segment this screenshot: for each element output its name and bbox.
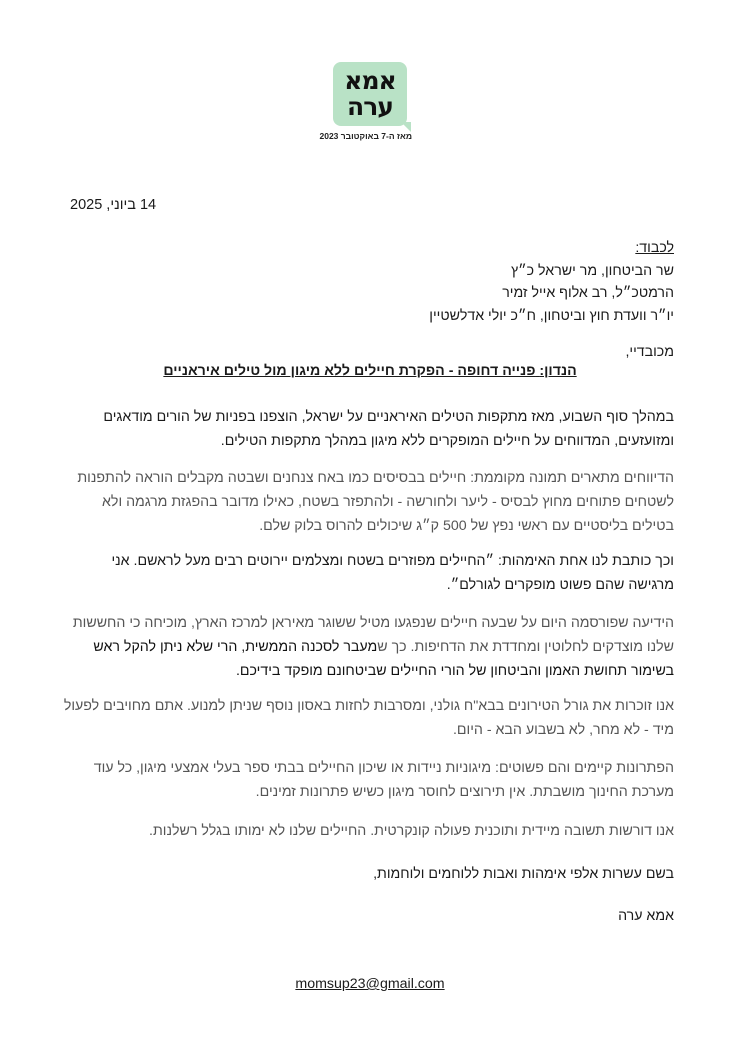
addressee-title: לכבוד: [635, 240, 674, 256]
paragraph-2: הדיווחים מתארים תמונה מקוממת: חיילים בבסיסים כמו באח צנחנים ושבטה מקבלים הוראה להתפנות לשטחים פתוחים מחוץ לבסיס - ליער ולחורשה - ולהתפזר בשטח, כאילו מדובר בהפגזת מרגמה ולא בטילים בליסטיים עם ראשי נפץ של 500 ק״ג שיכולים להרוס בלוק שלם. [77, 470, 674, 534]
recipient-chief-of-staff: הרמטכ״ל, רב אלוף אייל זמיר [502, 285, 674, 301]
paragraph-4 [62, 611, 674, 683]
closing-line: בשם עשרות אלפי אימהות ואבות ללוחמים ולוחמות, [373, 866, 674, 882]
paragraph-5: אנו זוכרות את גורל הטירונים בבא"ח גולני, ומסרבות לחזות באסון נוסף שניתן למנוע. אתם מחויבים לפעול מיד - לא מחר, לא בשבוע הבא - היום. [63, 698, 674, 738]
paragraph-7: אנו דורשות תשובה מיידית ותוכנית פעולה קונקרטית. החיילים שלנו לא ימותו בגלל רשלנות. [149, 823, 674, 839]
subject-text: פנייה דחופה - הפקרת חיילים ללא מיגון מול טילים איראניים [163, 363, 536, 379]
logo-tagline: מאז ה-7 באוקטובר 2023 [319, 131, 412, 141]
addressee-block [64, 237, 674, 327]
paragraph-4-part-1: הידיעה שפורסמה היום על שבעה חיילים שנפגעו מטיל ששוגר מאיראן למרכז הארץ, מוכיחה כי החששות שלנו מוצדקים לחלוטין ומחדדת את הדחיפות. כך ש [72, 615, 674, 655]
paragraph-1: במהלך סוף השבוע, מאז מתקפות הטילים האיראניים על ישראל, הוצפנו בפניות של הורים מודאגים ומזועזעים, המדווחים על חיילים המופקרים ללא מיגון במהלך מתקפות הטילים. [103, 409, 674, 449]
recipient-committee-chair: יו״ר וועדת חוץ וביטחון, ח״כ יולי אדלשטיין [429, 307, 674, 324]
logo [333, 62, 407, 126]
letter-date: 14 ביוני, 2025 [70, 197, 157, 213]
greeting: מכובדיי, [625, 344, 674, 360]
logo-line-2: ערה [347, 92, 393, 121]
recipient-defense-minister: שר הביטחון, מר ישראל כ״ץ [510, 262, 674, 279]
logo-line-1: אמא [344, 66, 396, 95]
contact-email-link[interactable]: momsup23@gmail.com [295, 976, 445, 992]
paragraph-4-part-2: מעבר לסכנה הממשית, הרי שלא ניתן להקל ראש בשימור תחושת האמון והביטחון של הורי החיילים שביטחונם מופקד בידיכם. [93, 639, 674, 679]
paragraph-3: וכך כותבת לנו אחת האימהות: ״החיילים מפוזרים בשטח ומצלמים יירוטים רבים מעל לראשם. אני מרגישה שהם פשוט מופקרים לגורלם״. [111, 553, 674, 593]
subject-line [0, 363, 740, 379]
signature: אמא ערה [618, 908, 674, 924]
paragraph-6: הפתרונות קיימים והם פשוטים: מיגוניות ניידות או שיכון החיילים בבתי ספר בעלי אמצעי מיגון, כל עוד מערכת החינוך מושבתת. אין תירוצים לחוסר מיגון כשיש פתרונות זמינים. [93, 760, 674, 800]
subject-label: הנדון: [539, 363, 577, 379]
